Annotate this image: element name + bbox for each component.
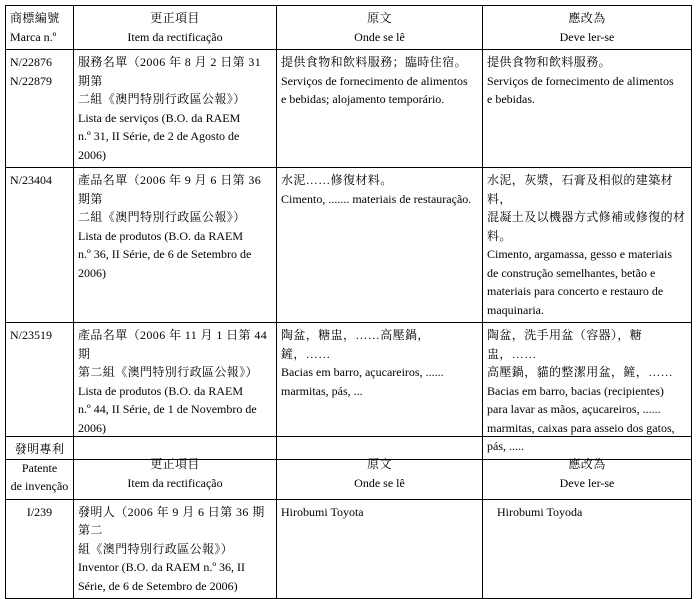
original-cell: 水泥……修復材料。 Cimento, ....... materiais de restauração.: [277, 168, 483, 323]
header-corrected: 應改為 Deve ler-se: [483, 6, 692, 50]
header-item: 更正項目 Item da rectificação: [74, 437, 277, 500]
table-row: [6, 50, 692, 168]
item-cell: 服務名單（2006 年 8 月 2 日第 31 期第 二組《澳門特別行政區公報》） Lista de serviços (B.O. da RAEM n.º 31, II Série, de 2 de Agosto de 2006): [74, 50, 277, 168]
corrected-cell: Hirobumi Toyoda: [483, 499, 692, 599]
item-cell: 產品名單（2006 年 9 月 6 日第 36 期第 二組《澳門特別行政區公報》） Lista de produtos (B.O. da RAEM n.º 36, II Série, de 6 de Setembro de 2006): [74, 168, 277, 323]
mark-number-cell: N/22876 N/22879: [6, 50, 74, 168]
original-cell: 陶盆，糖盅，……高壓鍋，鏟，…… Bacias em barro, açucareiros, ...... marmitas, pás, ...: [277, 323, 483, 460]
table-header-row: [6, 6, 692, 50]
item-cell: 產品名單（2006 年 11 月 1 日第 44 期 第二組《澳門特別行政區公報》） Lista de produtos (B.O. da RAEM n.º 44, II Série, de 1 de Novembro de 2006): [74, 323, 277, 460]
corrected-cell: 水泥，灰漿，石膏及相似的建築材料， 混凝土及以機器方式修補或修復的材 料。 Cimento, argamassa, gesso e materiais de construção semelhantes, betão e materiais para concerto e restauro de maquinaria.: [483, 168, 692, 323]
header-mark-number: 商標編號 Marca n.º: [6, 6, 74, 50]
mark-number-cell: N/23519: [6, 323, 74, 460]
corrected-cell: 陶盆，洗手用盆（容器），糖盅，…… 高壓鍋，貓的整潔用盆，鏟，…… Bacias em barro, bacias (recipientes) para lavar as mãos, açucareiros, ...... marmitas, caixas para asseio dos gatos, pás, .....: [483, 323, 692, 460]
header-corrected: 應改為 Deve ler-se: [483, 437, 692, 500]
table-row: [6, 168, 692, 323]
patent-number-cell: I/239: [6, 499, 74, 599]
mark-number-cell: N/23404: [6, 168, 74, 323]
header-original: 原文 Onde se lê: [277, 6, 483, 50]
header-item: 更正項目 Item da rectificação: [74, 6, 277, 50]
trademark-rectification-table: [5, 5, 692, 460]
original-cell: 提供食物和飲料服務；臨時住宿。 Serviços de fornecimento de alimentos e bebidas; alojamento temporário.: [277, 50, 483, 168]
corrected-cell: 提供食物和飲料服務。 Serviços de fornecimento de alimentos e bebidas.: [483, 50, 692, 168]
table-row: [6, 499, 692, 599]
table-header-row: [6, 437, 692, 500]
header-original: 原文 Onde se lê: [277, 437, 483, 500]
patent-rectification-table: [5, 436, 692, 599]
original-cell: Hirobumi Toyota: [277, 499, 483, 599]
header-patent-number: 發明專利 Patente de invenção: [6, 437, 74, 500]
item-cell: 發明人（2006 年 9 月 6 日第 36 期第二 組《澳門特別行政區公報》） Inventor (B.O. da RAEM n.º 36, II Série, de 6 de Setembro de 2006): [74, 499, 277, 599]
